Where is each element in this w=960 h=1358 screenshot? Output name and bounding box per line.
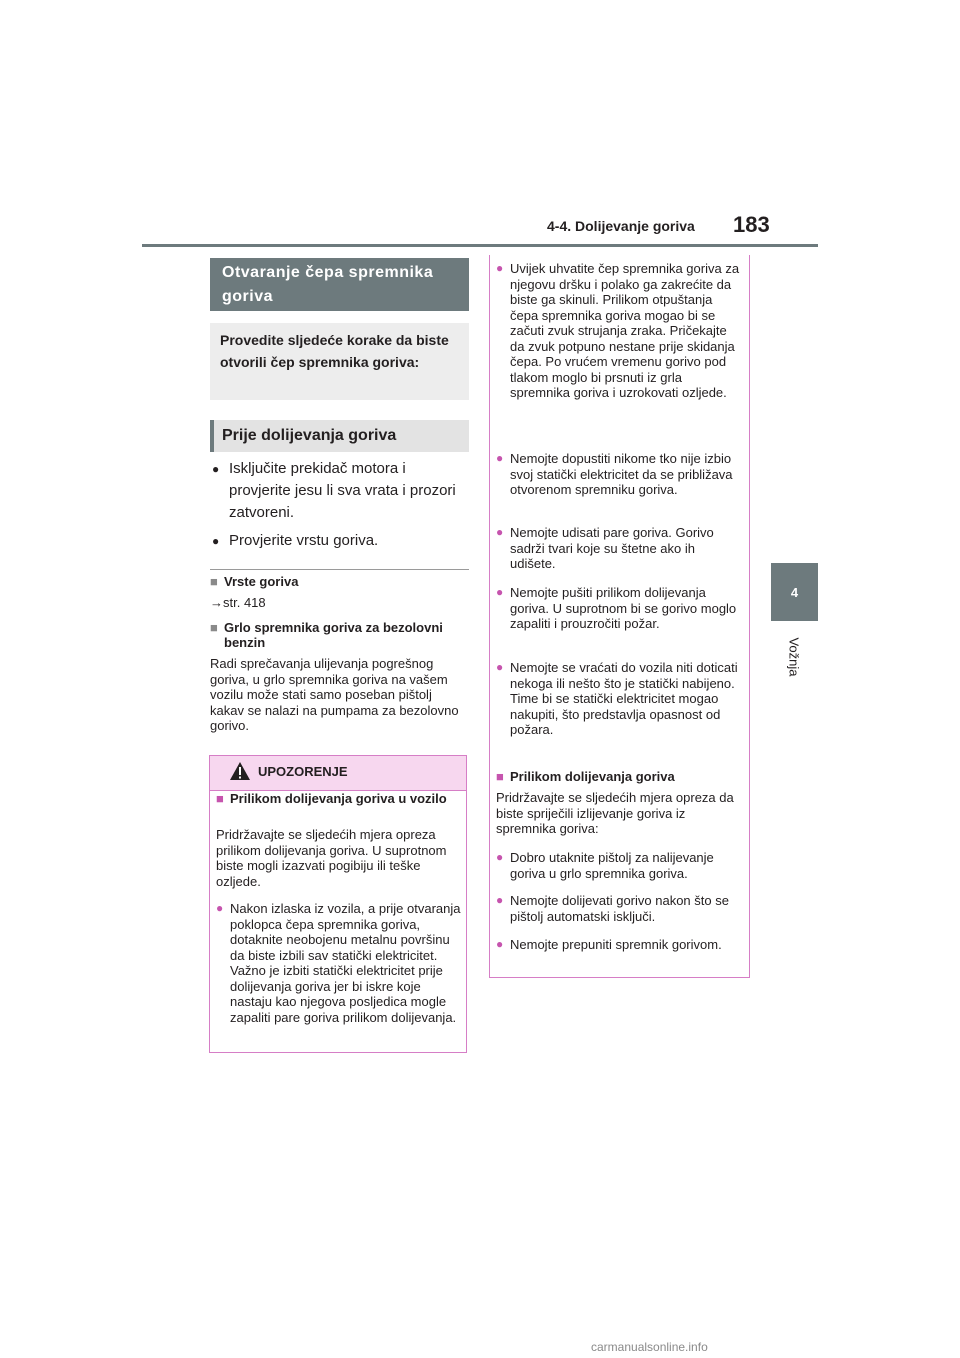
refueling-subtitle-text: Prilikom dolijevanja goriva (510, 769, 675, 784)
warning-bullet-text: Dobro utaknite pištolj za nalijevanje goriva u grlo spremnika goriva. (510, 850, 714, 881)
warning-bullet-text: Nemojte se vraćati do vozila niti doticati nekoga ili nešto što je statički nabijeno. Time bi se statički elektricitet mogao nakupiti, što predstavlja opasnost od požara. (510, 660, 738, 737)
step-text: Provjerite vrstu goriva. (229, 532, 379, 549)
intro-box: Provedite sljedeće korake da biste otvorili čep spremnika goriva: (210, 323, 469, 400)
square-bullet-icon: ■ (210, 574, 218, 589)
fuel-neck-title-text: Grlo spremnika goriva za bezolovni benzin (224, 620, 443, 650)
fuel-neck-title (210, 620, 469, 650)
step-item (212, 458, 462, 524)
warning-bullet (496, 893, 741, 924)
warning-bullet-text: Nakon izlaska iz vozila, a prije otvaranja poklopca čepa spremnika goriva, dotaknite neobojenu metalnu površinu da biste izbili sav statički elektricitet. Važno je izbiti statički elektricitet prije dolijevanja goriva jer bi iskre koje nastaju kao njegova posljedica mogle zapaliti pare goriva prilikom dolijevanja. (230, 901, 461, 1025)
chapter-tab (771, 563, 818, 621)
footer-watermark: carmanualsonline.info (591, 1340, 708, 1354)
warning-bullet-text: Uvijek uhvatite čep spremnika goriva za njegovu dršku i polako ga zakrećite da biste ga skinuli. Prilikom otpuštanja čepa spremnika goriva mogao bi se začuti zvuk strujanja zraka. Pričekajte da zvuk potpuno nestane prije skidanja čepa. Po vrućem vremenu gorivo pod tlakom moglo bi prsnuti iz grla spremnika goriva i uzrokovati ozljede. (510, 261, 740, 400)
step-text: Isključite prekidač motora i provjerite jesu li sva vrata i prozori zatvoreni. (229, 460, 456, 521)
warning-bullet-text: Nemojte pušiti prilikom dolijevanja goriva. U suprotnom bi se gorivo moglo zapaliti i prouzročiti požar. (510, 585, 737, 631)
warning-bullet (496, 261, 741, 401)
warning-intro: Pridržavajte se sljedećih mjera opreza prilikom dolijevanja goriva. U suprotnom biste mogli izazvati pogibiju ili teške ozljede. (216, 827, 447, 889)
bullet-icon: ● (212, 462, 220, 476)
page-reference-link[interactable]: →str. 418 (210, 595, 266, 610)
section-heading: Otvaranje čepa spremnika goriva (210, 258, 469, 311)
bullet-icon: ● (216, 901, 224, 915)
header-divider (142, 244, 818, 247)
warning-bullet (496, 451, 741, 498)
section-title: 4-4. Dolijevanje goriva (547, 218, 695, 234)
warning-bullet-text: Nemojte dopustiti nikome tko nije izbio svoj statički elektricitet da se približava otvorenom spremniku goriva. (510, 451, 733, 497)
fuel-neck-text: Radi sprečavanja ulijevanja pogrešnog goriva, u grlo spremnika goriva na vašem vozilu može stati samo poseban pištolj kakav se nalazi na pumpama za bezolovno gorivo. (210, 656, 459, 733)
warning-bullet (496, 585, 741, 632)
step-item (212, 530, 462, 552)
bullet-icon: ● (496, 261, 504, 275)
square-bullet-icon: ■ (496, 769, 504, 784)
fuel-types-title-text: Vrste goriva (224, 574, 299, 589)
warning-bullet (496, 850, 741, 881)
page-number: 183 (733, 212, 770, 237)
bullet-icon: ● (496, 451, 504, 465)
warning-header (210, 756, 466, 791)
warning-subtitle-text: Prilikom dolijevanja goriva u vozilo (230, 791, 447, 806)
warning-subtitle (216, 791, 461, 806)
chapter-label (776, 632, 812, 682)
subsection-heading (210, 420, 469, 452)
bullet-icon: ● (496, 525, 504, 539)
subsection-heading-text: Prije dolijevanja goriva (222, 427, 397, 444)
bullet-icon: ● (496, 937, 504, 951)
warning-bullet (496, 660, 741, 738)
warning-bullet (216, 901, 461, 1025)
warning-bullet-text: Nemojte udisati pare goriva. Gorivo sadrži tvari koje su štetne ako ih udišete. (510, 525, 714, 571)
fuel-types-title (210, 574, 469, 589)
warning-bullet (496, 525, 741, 572)
refueling-subtitle (496, 769, 741, 784)
bullet-icon: ● (212, 534, 220, 548)
warning-box (209, 755, 467, 1053)
bullet-icon: ● (496, 850, 504, 864)
warning-bullet-text: Nemojte dolijevati gorivo nakon što se pištolj automatski isključi. (510, 893, 729, 924)
bullet-icon: ● (496, 585, 504, 599)
bullet-icon: ● (496, 660, 504, 674)
refueling-intro: Pridržavajte se sljedećih mjera opreza da biste spriječili izlijevanje goriva iz spremnika goriva: (496, 790, 734, 836)
chapter-number: 4 (790, 584, 799, 600)
warning-triangle-icon (229, 761, 251, 781)
warning-bullet (496, 937, 741, 953)
warning-label: UPOZORENJE (258, 764, 348, 779)
square-bullet-icon: ■ (216, 791, 224, 806)
divider (210, 569, 469, 570)
warning-bullet-text: Nemojte prepuniti spremnik gorivom. (510, 937, 722, 952)
bullet-icon: ● (496, 893, 504, 907)
warning-box-continued (489, 255, 750, 978)
chapter-label-text: Vožnja (786, 637, 802, 677)
square-bullet-icon: ■ (210, 620, 218, 635)
